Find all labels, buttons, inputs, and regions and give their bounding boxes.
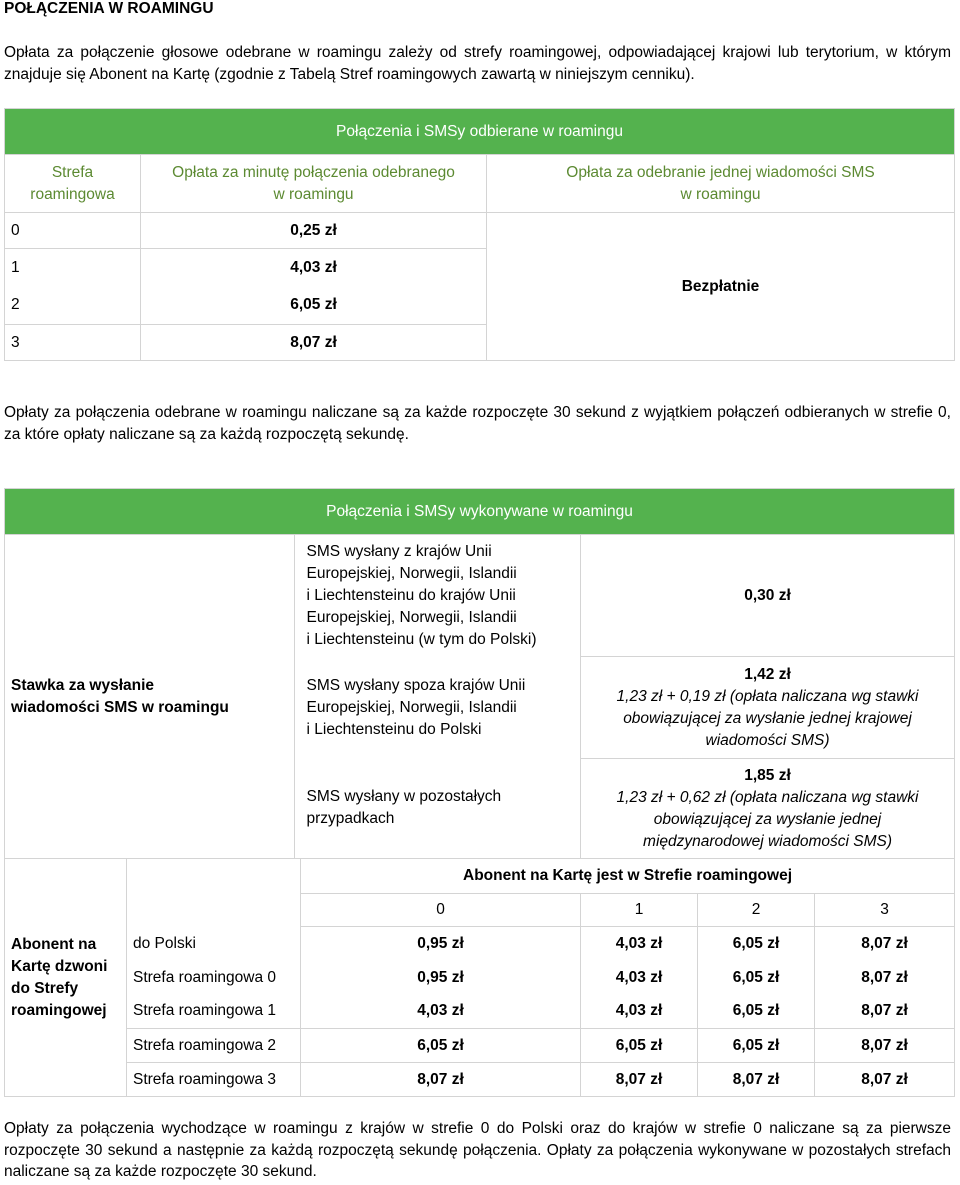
price-cell: 6,05 zł (698, 927, 815, 962)
price-cell: 6,05 zł (698, 962, 815, 995)
price-cell: 8,07 zł (815, 995, 955, 1029)
price-cell: 4,03 zł (581, 995, 698, 1029)
price-cell: 8,07 zł (815, 1029, 955, 1063)
price-cell: 6,05 zł (581, 1029, 698, 1063)
section-title: POŁĄCZENIA W ROAMINGU (4, 0, 214, 17)
zone-cell: 0 (5, 213, 141, 249)
zone-cell: 1 (5, 249, 141, 287)
sms-price-cell: 0,30 zł (581, 535, 955, 657)
price-cell: 8,07 zł (301, 1063, 581, 1097)
sms-price-cell: 1,42 zł 1,23 zł + 0,19 zł (opłata naliczana wg stawki obowiązującej za wysłanie jednej krajowej wiadomości SMS) (581, 657, 955, 759)
table-row (5, 535, 955, 657)
sms-desc-cell: SMS wysłany z krajów Unii Europejskiej, Norwegii, Islandii i Liechtensteinu do krajów Unii Europejskiej, Norwegii, Islandii i Liechtensteinu (w tym do Polski) (301, 535, 581, 657)
sms-free-cell: Bezpłatnie (487, 213, 955, 361)
price-cell: 6,05 zł (301, 1029, 581, 1063)
price-cell: 4,03 zł (301, 995, 581, 1029)
price-cell: 0,95 zł (301, 962, 581, 995)
price-cell: 8,07 zł (141, 325, 487, 361)
column-header-minute-fee: Opłata za minutę połączenia odebranego w roamingu (141, 155, 487, 213)
price-cell: 8,07 zł (815, 927, 955, 962)
price-cell: 4,03 zł (581, 927, 698, 962)
zone-2-header: 2 (698, 894, 815, 927)
outgoing-roaming-table (4, 488, 955, 1097)
sms-desc-cell: SMS wysłany spoza krajów Unii Europejskiej, Norwegii, Islandii i Liechtensteinu do Polski (301, 657, 581, 759)
price-cell: 0,95 zł (301, 927, 581, 962)
column-header-sms-fee: Opłata za odebranie jednej wiadomości SMS w roamingu (487, 155, 955, 213)
zone-cell: 3 (5, 325, 141, 361)
price-cell: 4,03 zł (141, 249, 487, 287)
price-cell: 8,07 zł (815, 1063, 955, 1097)
destination-cell: Strefa roamingowa 1 (127, 995, 301, 1029)
sms-rate-label: Stawka za wysłanie wiadomości SMS w roamingu (5, 535, 295, 859)
price-cell: 6,05 zł (698, 1029, 815, 1063)
sms-price-cell: 1,85 zł 1,23 zł + 0,62 zł (opłata naliczana wg stawki obowiązującej za wysłanie jednej międzynarodowej wiadomości SMS) (581, 759, 955, 859)
calls-label: Abonent na Kartę dzwoni do Strefy roamingowej (5, 859, 127, 1097)
price-cell: 8,07 zł (698, 1063, 815, 1097)
price-cell: 0,25 zł (141, 213, 487, 249)
destination-cell: Strefa roamingowa 0 (127, 962, 301, 995)
destination-cell: do Polski (127, 927, 301, 962)
table-row (5, 1063, 955, 1097)
column-header-zone: Strefa roamingowa (5, 155, 141, 213)
price-cell: 6,05 zł (698, 995, 815, 1029)
zone-cell: 2 (5, 287, 141, 325)
destination-cell: Strefa roamingowa 2 (127, 1029, 301, 1063)
table-row (5, 995, 955, 1029)
price-cell: 8,07 zł (815, 962, 955, 995)
intro-paragraph: Opłata za połączenie głosowe odebrane w roamingu zależy od strefy roamingowej, odpowiadającej krajowi lub terytorium, w którym znajduje się Abonent na Kartę (zgodnie z Tabelą Stref roamingowych zawartą w niniejszym cenniku). (4, 44, 951, 83)
sms-desc-cell: SMS wysłany w pozostałych przypadkach (301, 759, 581, 859)
outgoing-calls-note: Opłaty za połączenia wychodzące w roamingu z krajów w strefie 0 do Polski oraz do krajów w strefie 0 naliczane są za pierwsze rozpoczęte 30 sekund a następnie za każdą rozpoczętą sekundę połączenia. Opłaty za połączenia wykonywane w pozostałych strefach naliczane są za każde rozpoczęte 30 sekund. (4, 1120, 951, 1180)
table-row (5, 962, 955, 995)
table-row (5, 213, 955, 249)
table-row (5, 859, 955, 894)
zone-0-header: 0 (301, 894, 581, 927)
received-roaming-table-title: Połączenia i SMSy odbierane w roamingu (5, 109, 955, 155)
received-calls-note: Opłaty za połączenia odebrane w roamingu naliczane są za każde rozpoczęte 30 sekund z wyjątkiem połączeń odbieranych w strefie 0, za które opłaty naliczane są za każdą rozpoczętą sekundę. (4, 404, 951, 443)
price-cell: 4,03 zł (581, 962, 698, 995)
price-cell: 8,07 zł (581, 1063, 698, 1097)
price-cell: 6,05 zł (141, 287, 487, 325)
received-roaming-table (4, 108, 955, 361)
empty-corner-cell (127, 859, 301, 927)
table-row (5, 927, 955, 962)
table-row (5, 1029, 955, 1063)
zone-3-header: 3 (815, 894, 955, 927)
destination-cell: Strefa roamingowa 3 (127, 1063, 301, 1097)
outgoing-roaming-table-title: Połączenia i SMSy wykonywane w roamingu (5, 489, 955, 535)
zone-1-header: 1 (581, 894, 698, 927)
zone-header: Abonent na Kartę jest w Strefie roamingowej (301, 859, 955, 894)
